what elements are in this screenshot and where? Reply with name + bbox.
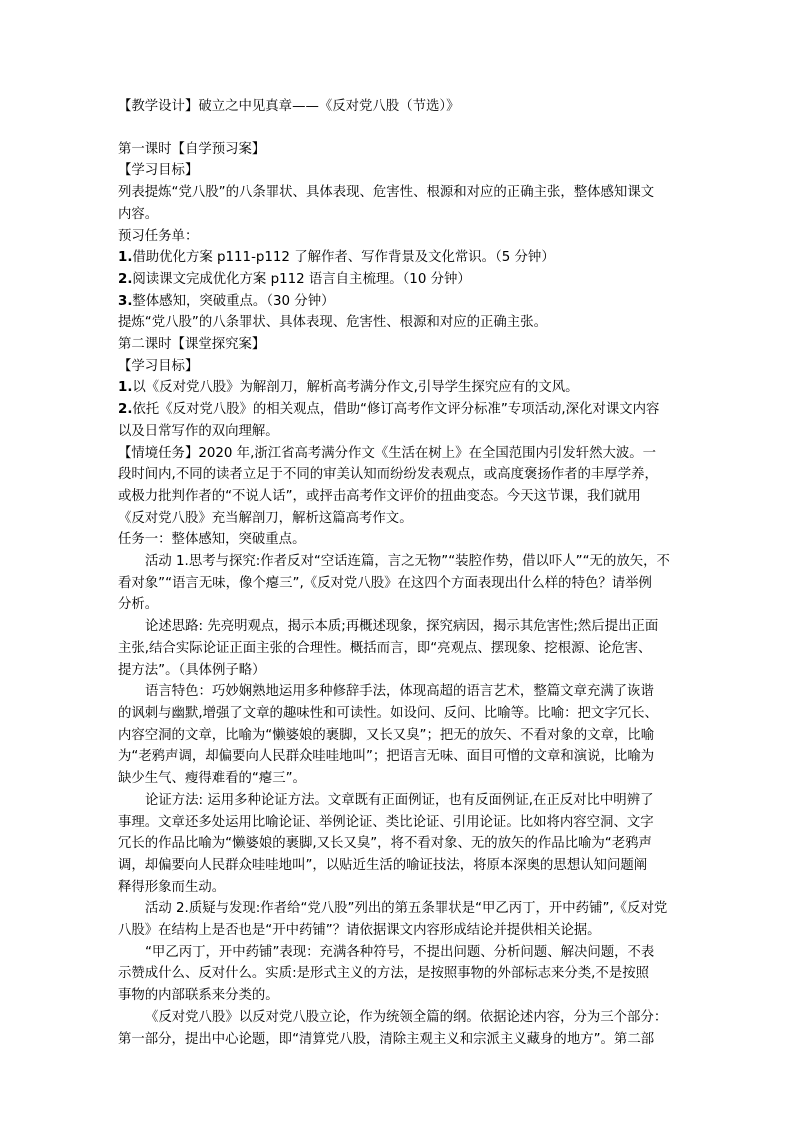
argument-line: 论述思路: 先亮明观点，揭示本质;再概述现象，探究病因，揭示其危害性;然后提出正面 [145, 619, 659, 635]
goal-number: 1. [118, 380, 133, 396]
task-number: 3. [118, 293, 133, 309]
language-feature-line: 内容空洞的文章，比喻为“懒婆娘的裹脚，又长又臭”；把无的放矢、不看对象的文章，比喻 [118, 727, 655, 743]
argument-method-line: 释得形象而生动。 [118, 879, 226, 895]
situation-task-line: 【情境任务】2020 年,浙江省高考满分作文《生活在树上》在全国范围内引发轩然大波。一 [118, 445, 657, 461]
argument-method-line: 调，却偏要向人民群众哇哇地叫”，以贴近生活的喻证技法，将原本深奥的思想认知问题阐 [118, 857, 648, 873]
learning-goal-1 [118, 377, 680, 399]
activity-2-line: 八股》在结构上是否也是“开中药铺”？请依据课文内容形成结论并提供相关论据。 [118, 923, 601, 939]
task-number: 2. [118, 271, 133, 287]
task-text: 阅读课文完成优化方案 p112 语言自主梳理。（10 分钟） [132, 271, 471, 287]
activity-1-line: 活动 1.思考与探究:作者反对“空话连篇，言之无物”“装腔作势，借以吓人”“无的放矢，不 [145, 554, 670, 570]
section-heading-lesson-2: 第二课时【课堂探究案】 [118, 337, 266, 353]
situation-task-line: 或极力批判作者的“不说人话”，或抨击高考作文评价的扭曲变态。今天这节课，我们就用 [118, 488, 641, 504]
document-page [118, 96, 680, 1050]
preview-task-3-detail: 提炼“党八股”的八条罪状、具体表现、危害性、根源和对应的正确主张。 [118, 315, 547, 331]
preview-task-1 [118, 247, 680, 269]
task-text: 整体感知，突破重点。（30 分钟） [132, 293, 335, 309]
document-title: 【教学设计】破立之中见真章——《反对党八股（节选）》 [118, 99, 460, 114]
language-feature-line: 的讽刺与幽默,增强了文章的趣味性和可读性。如设问、反问、比喻等。比喻：把文字冗长、 [118, 705, 658, 721]
learning-goals-heading: 【学习目标】 [118, 163, 199, 179]
situation-task-line: 段时间内,不同的读者立足于不同的审美认知而纷纷发表观点，或高度褒扬作者的丰厚学养， [118, 467, 658, 483]
structure-line: 第一部分，提出中心论题，即“清算党八股，清除主观主义和宗派主义藏身的地方”。第二部 [118, 1031, 655, 1047]
argument-line: 提方法”。（具体例子略） [118, 662, 266, 678]
argument-method-line: 事理。文章还多处运用比喻论证、举例论证、类比论证、引用论证。比如将内容空洞、文字 [118, 814, 654, 830]
goal-text: 依托《反对党八股》的相关观点，借助“修订高考作文评分标准”专项活动,深化对课文内容 [132, 402, 660, 418]
argument-method-line: 冗长的作品比喻为“懒婆娘的裹脚,又长又臭”，将不看对象、无的放矢的作品比喻为“老鸦声 [118, 836, 652, 852]
jiayi-line: “甲乙丙丁，开中药铺”表现：充满各种符号，不提出问题、分析问题、解决问题，不表 [145, 944, 655, 960]
jiayi-line: 事物的内部联系来分类的。 [118, 988, 279, 1004]
preview-task-2 [118, 269, 680, 291]
learning-goal-2-cont: 以及日常写作的双向理解。 [118, 423, 279, 439]
goal-number: 2. [118, 402, 133, 418]
argument-method-line: 论证方法: 运用多种论证方法。文章既有正面例证，也有反面例证,在正反对比中明辨了 [145, 792, 654, 808]
preview-task-3 [118, 291, 680, 313]
argument-line: 主张,结合实际论证正面主张的合理性。概括而言，即“亮观点、摆现象、挖根源、论危害、 [118, 640, 652, 656]
section-heading-lesson-1: 第一课时【自学预习案】 [118, 141, 266, 157]
activity-2-line: 活动 2.质疑与发现:作者给“党八股”列出的第五条罪状是“甲乙丙丁，开中药铺”,《反对党 [145, 901, 668, 917]
language-feature-line: 语言特色：巧妙娴熟地运用多种修辞手法，体现高超的语言艺术，整篇文章充满了诙谐 [145, 684, 654, 700]
language-feature-line: 缺少生气、瘦得难看的“瘪三”。 [118, 771, 306, 787]
task-list-heading: 预习任务单： [118, 228, 199, 244]
learning-goal-line: 内容。 [118, 206, 159, 222]
jiayi-line: 示赞成什么、反对什么。实质:是形式主义的方法，是按照事物的外部标志来分类,不是按照 [118, 966, 649, 982]
task-number: 1. [118, 250, 133, 266]
activity-1-line: 分析。 [118, 597, 159, 613]
activity-1-line: 看对象”“语言无味，像个瘪三”,《反对党八股》在这四个方面表现出什么样的特色？请举例 [118, 575, 652, 591]
structure-line: 《反对党八股》以反对党八股立论，作为统领全篇的纲。依据论述内容，分为三个部分： [145, 1009, 668, 1025]
goal-text: 以《反对党八股》为解剖刀，解析高考满分作文,引导学生探究应有的文风。 [132, 380, 579, 396]
language-feature-line: 为“老鸦声调，却偏要向人民群众哇哇地叫”；把语言无味、面目可憎的文章和演说，比喻为 [118, 749, 655, 765]
learning-goals-heading: 【学习目标】 [118, 358, 199, 374]
situation-task-line: 《反对党八股》充当解剖刀，解析这篇高考作文。 [118, 510, 413, 526]
learning-goal-line: 列表提炼“党八股”的八条罪状、具体表现、危害性、根源和对应的正确主张，整体感知课文 [118, 185, 655, 201]
learning-goal-2 [118, 399, 680, 421]
task-one-heading: 任务一：整体感知，突破重点。 [118, 532, 306, 548]
task-text: 借助优化方案 p111-p112 了解作者、写作背景及文化常识。（5 分钟） [132, 250, 555, 266]
